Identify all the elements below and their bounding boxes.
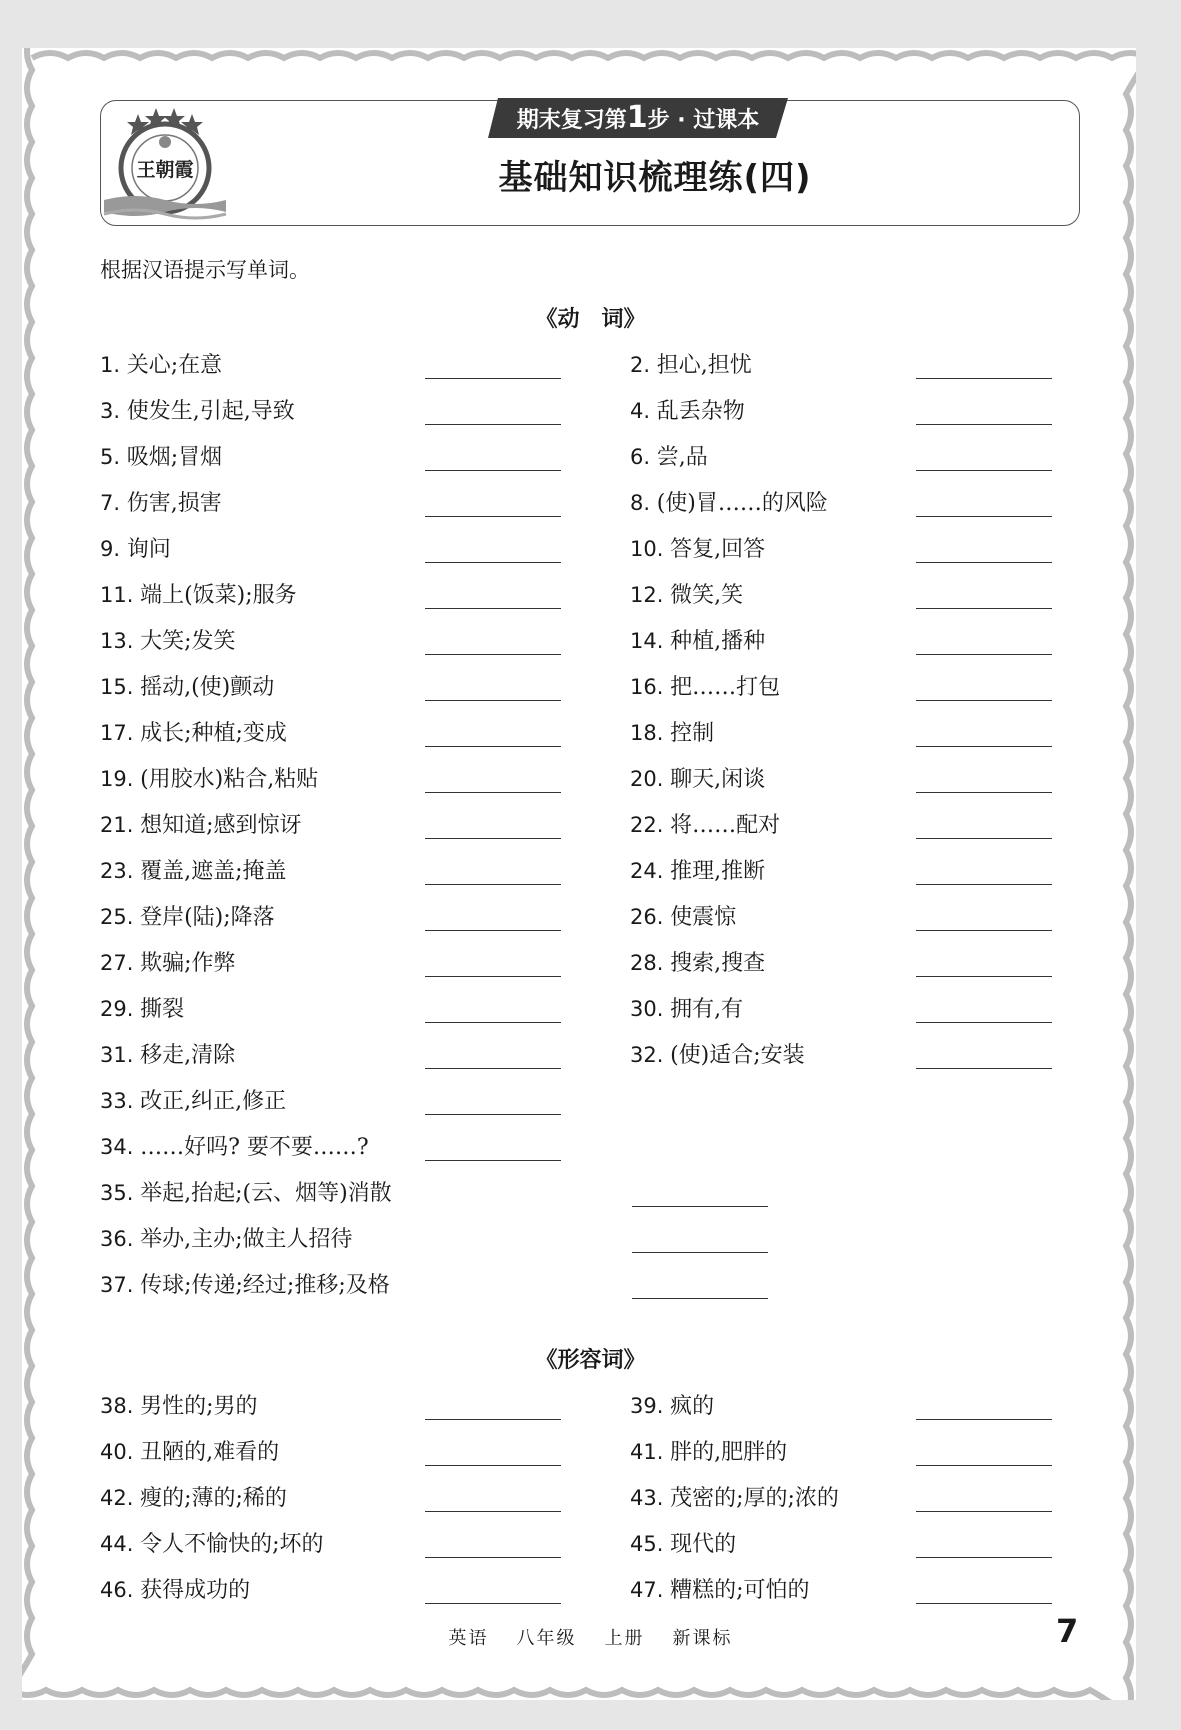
item-number: 15. (100, 675, 141, 699)
item-number: 3. (100, 399, 127, 423)
item-number: 36. (100, 1227, 141, 1251)
item-prompt: 担心,担忧 (656, 353, 752, 378)
answer-blank[interactable] (425, 378, 561, 379)
footer-grade: 八年级 (516, 1628, 577, 1649)
item-prompt: 答复,回答 (670, 537, 766, 562)
exercise-item (100, 1268, 390, 1299)
exercise-item (100, 992, 184, 1023)
exercise-item (100, 1038, 235, 1069)
item-number: 1. (100, 353, 127, 377)
item-prompt: 使震惊 (670, 905, 737, 930)
item-number: 16. (630, 675, 671, 699)
item-prompt: 撕裂 (140, 997, 185, 1022)
item-number: 30. (630, 997, 671, 1021)
item-prompt: 丑陋的,难看的 (140, 1440, 280, 1465)
answer-blank[interactable] (425, 1022, 561, 1023)
answer-blank[interactable] (425, 1557, 561, 1558)
exercise-item (630, 762, 765, 793)
logo-emblem (100, 100, 230, 226)
exercise-item (630, 1573, 810, 1604)
item-number: 42. (100, 1486, 141, 1510)
answer-blank[interactable] (916, 562, 1052, 563)
answer-blank[interactable] (916, 1511, 1052, 1512)
exercise-item (630, 854, 765, 885)
item-prompt: 覆盖,遮盖;掩盖 (140, 859, 287, 884)
exercise-item (100, 440, 222, 471)
item-prompt: 男性的;男的 (140, 1394, 258, 1419)
answer-blank[interactable] (916, 930, 1052, 931)
item-prompt: 举办,主办;做主人招待 (140, 1227, 353, 1252)
answer-blank[interactable] (916, 838, 1052, 839)
item-number: 40. (100, 1440, 141, 1464)
exercise-item (100, 1573, 250, 1604)
exercise-item (100, 394, 295, 425)
tab-suffix: 步 · 过课本 (647, 108, 760, 133)
item-number: 29. (100, 997, 141, 1021)
exercise-item (100, 1389, 258, 1420)
item-prompt: 乱丢杂物 (656, 399, 745, 424)
exercise-item (100, 1481, 287, 1512)
item-number: 19. (100, 767, 141, 791)
exercise-item (630, 348, 752, 379)
item-number: 37. (100, 1273, 141, 1297)
logo-text: 王朝霞 (136, 159, 194, 181)
item-prompt: 登岸(陆);降落 (140, 905, 275, 930)
exercise-item (100, 808, 302, 839)
item-number: 46. (100, 1578, 141, 1602)
item-number: 45. (630, 1532, 671, 1556)
item-prompt: 拥有,有 (670, 997, 744, 1022)
item-number: 5. (100, 445, 127, 469)
item-number: 41. (630, 1440, 671, 1464)
item-number: 26. (630, 905, 671, 929)
exercise-item (630, 716, 714, 747)
exercise-item (630, 1527, 736, 1558)
exercise-item (630, 440, 708, 471)
answer-blank[interactable] (916, 1419, 1052, 1420)
exercise-item (630, 992, 743, 1023)
exercise-item (630, 1389, 714, 1420)
answer-blank[interactable] (916, 1465, 1052, 1466)
answer-blank[interactable] (425, 838, 561, 839)
answer-blank[interactable] (425, 1419, 561, 1420)
item-number: 7. (100, 491, 127, 515)
exercise-item (100, 1435, 279, 1466)
exercise-item (100, 670, 274, 701)
exercise-item (630, 808, 780, 839)
item-prompt: 移走,清除 (140, 1043, 236, 1068)
answer-blank[interactable] (425, 746, 561, 747)
item-number: 21. (100, 813, 141, 837)
answer-blank[interactable] (425, 1160, 561, 1161)
exercise-item (100, 762, 318, 793)
item-number: 43. (630, 1486, 671, 1510)
item-prompt: ……好吗? 要不要……? (140, 1135, 369, 1160)
item-prompt: 端上(饭菜);服务 (140, 583, 297, 608)
exercise-item (630, 946, 765, 977)
item-prompt: 令人不愉快的;坏的 (140, 1532, 324, 1557)
answer-blank[interactable] (425, 884, 561, 885)
exercise-item (100, 1527, 324, 1558)
tab-prefix: 期末复习第 (516, 108, 627, 133)
item-number: 20. (630, 767, 671, 791)
page-number: 7 (1056, 1612, 1079, 1650)
item-prompt: 使发生,引起,导致 (126, 399, 295, 424)
answer-blank[interactable] (632, 1298, 768, 1299)
answer-blank[interactable] (425, 1068, 561, 1069)
answer-blank[interactable] (425, 562, 561, 563)
item-number: 18. (630, 721, 671, 745)
item-prompt: 改正,纠正,修正 (140, 1089, 287, 1114)
item-number: 8. (630, 491, 657, 515)
item-number: 28. (630, 951, 671, 975)
answer-blank[interactable] (425, 608, 561, 609)
item-prompt: 将……配对 (670, 813, 781, 838)
exercise-item (630, 532, 765, 563)
item-prompt: 询问 (126, 537, 171, 562)
item-prompt: 想知道;感到惊讶 (140, 813, 302, 838)
exercise-item (100, 900, 275, 931)
item-number: 38. (100, 1394, 141, 1418)
item-number: 14. (630, 629, 671, 653)
answer-blank[interactable] (916, 608, 1052, 609)
item-number: 2. (630, 353, 657, 377)
answer-blank[interactable] (425, 424, 561, 425)
item-prompt: 传球;传递;经过;推移;及格 (140, 1273, 390, 1298)
exercise-item (630, 486, 828, 517)
item-number: 11. (100, 583, 141, 607)
item-prompt: (用胶水)粘合,粘贴 (140, 767, 319, 792)
item-prompt: 聊天,闲谈 (670, 767, 766, 792)
answer-blank[interactable] (916, 424, 1052, 425)
instruction: 根据汉语提示写单词。 (100, 258, 310, 282)
answer-blank[interactable] (425, 792, 561, 793)
item-number: 39. (630, 1394, 671, 1418)
item-prompt: 尝,品 (656, 445, 708, 470)
item-prompt: 疯的 (670, 1394, 715, 1419)
exercise-item (100, 624, 236, 655)
answer-blank[interactable] (425, 654, 561, 655)
footer-subject: 英语 (448, 1628, 489, 1649)
answer-blank[interactable] (632, 1206, 768, 1207)
answer-blank[interactable] (425, 1603, 561, 1604)
item-number: 35. (100, 1181, 141, 1205)
answer-blank[interactable] (916, 1557, 1052, 1558)
item-prompt: 关心;在意 (126, 353, 223, 378)
item-number: 25. (100, 905, 141, 929)
section-adjectives: 《形容词》 (535, 1348, 646, 1373)
answer-blank[interactable] (916, 792, 1052, 793)
answer-blank[interactable] (916, 516, 1052, 517)
item-prompt: 举起,抬起;(云、烟等)消散 (140, 1181, 392, 1206)
answer-blank[interactable] (425, 1465, 561, 1466)
exercise-item (630, 578, 743, 609)
answer-blank[interactable] (425, 930, 561, 931)
item-prompt: 微笑,笑 (670, 583, 744, 608)
answer-blank[interactable] (916, 654, 1052, 655)
answer-blank[interactable] (916, 378, 1052, 379)
item-prompt: 种植,播种 (670, 629, 766, 654)
item-number: 27. (100, 951, 141, 975)
answer-blank[interactable] (916, 1603, 1052, 1604)
item-number: 22. (630, 813, 671, 837)
exercise-item (100, 716, 287, 747)
exercise-item (100, 578, 297, 609)
item-prompt: 欺骗;作弊 (140, 951, 236, 976)
exercise-item (630, 394, 745, 425)
answer-blank[interactable] (916, 1068, 1052, 1069)
item-number: 10. (630, 537, 671, 561)
exercise-item (100, 854, 286, 885)
item-number: 4. (630, 399, 657, 423)
item-prompt: 现代的 (670, 1532, 737, 1557)
answer-blank[interactable] (632, 1252, 768, 1253)
item-prompt: 搜索,搜查 (670, 951, 766, 976)
item-number: 12. (630, 583, 671, 607)
exercise-item (100, 1222, 352, 1253)
exercise-item (100, 532, 171, 563)
item-prompt: 把……打包 (670, 675, 781, 700)
item-prompt: 获得成功的 (140, 1578, 251, 1603)
answer-blank[interactable] (916, 700, 1052, 701)
item-prompt: (使)冒……的风险 (656, 491, 828, 516)
answer-blank[interactable] (916, 470, 1052, 471)
item-prompt: 茂密的;厚的;浓的 (670, 1486, 839, 1511)
item-number: 9. (100, 537, 127, 561)
exercise-item (630, 1435, 787, 1466)
item-number: 31. (100, 1043, 141, 1067)
item-number: 13. (100, 629, 141, 653)
footer (0, 1624, 1181, 1650)
item-number: 33. (100, 1089, 141, 1113)
exercise-item (100, 1176, 392, 1207)
item-prompt: 伤害,损害 (126, 491, 222, 516)
item-prompt: (使)适合;安装 (670, 1043, 805, 1068)
tab-label (488, 98, 788, 138)
answer-blank[interactable] (425, 516, 561, 517)
item-number: 17. (100, 721, 141, 745)
exercise-item (630, 1481, 839, 1512)
footer-edition: 新课标 (672, 1628, 733, 1649)
page-title: 基础知识梳理练(四) (498, 158, 812, 198)
exercise-item (630, 624, 765, 655)
exercise-item (100, 486, 222, 517)
tab-step: 1 (626, 100, 648, 135)
answer-blank[interactable] (425, 470, 561, 471)
item-number: 32. (630, 1043, 671, 1067)
answer-blank[interactable] (425, 1511, 561, 1512)
item-number: 44. (100, 1532, 141, 1556)
exercise-item (630, 900, 736, 931)
item-number: 6. (630, 445, 657, 469)
item-number: 23. (100, 859, 141, 883)
item-number: 34. (100, 1135, 141, 1159)
item-number: 24. (630, 859, 671, 883)
answer-blank[interactable] (916, 746, 1052, 747)
footer-volume: 上册 (604, 1628, 645, 1649)
item-prompt: 吸烟;冒烟 (126, 445, 223, 470)
item-prompt: 推理,推断 (670, 859, 766, 884)
exercise-item (100, 946, 236, 977)
section-verbs: 《动 词》 (535, 307, 646, 332)
answer-blank[interactable] (916, 976, 1052, 977)
item-prompt: 胖的,肥胖的 (670, 1440, 788, 1465)
answer-blank[interactable] (425, 976, 561, 977)
exercise-item (630, 1038, 805, 1069)
exercise-item (100, 348, 222, 379)
answer-blank[interactable] (916, 1022, 1052, 1023)
exercise-item (630, 670, 780, 701)
exercise-item (100, 1130, 369, 1161)
item-prompt: 控制 (670, 721, 715, 746)
item-prompt: 瘦的;薄的;稀的 (140, 1486, 287, 1511)
answer-blank[interactable] (916, 884, 1052, 885)
exercise-item (100, 1084, 286, 1115)
answer-blank[interactable] (425, 700, 561, 701)
item-prompt: 糟糕的;可怕的 (670, 1578, 810, 1603)
item-prompt: 成长;种植;变成 (140, 721, 287, 746)
item-prompt: 摇动,(使)颤动 (140, 675, 275, 700)
item-prompt: 大笑;发笑 (140, 629, 236, 654)
answer-blank[interactable] (425, 1114, 561, 1115)
item-number: 47. (630, 1578, 671, 1602)
